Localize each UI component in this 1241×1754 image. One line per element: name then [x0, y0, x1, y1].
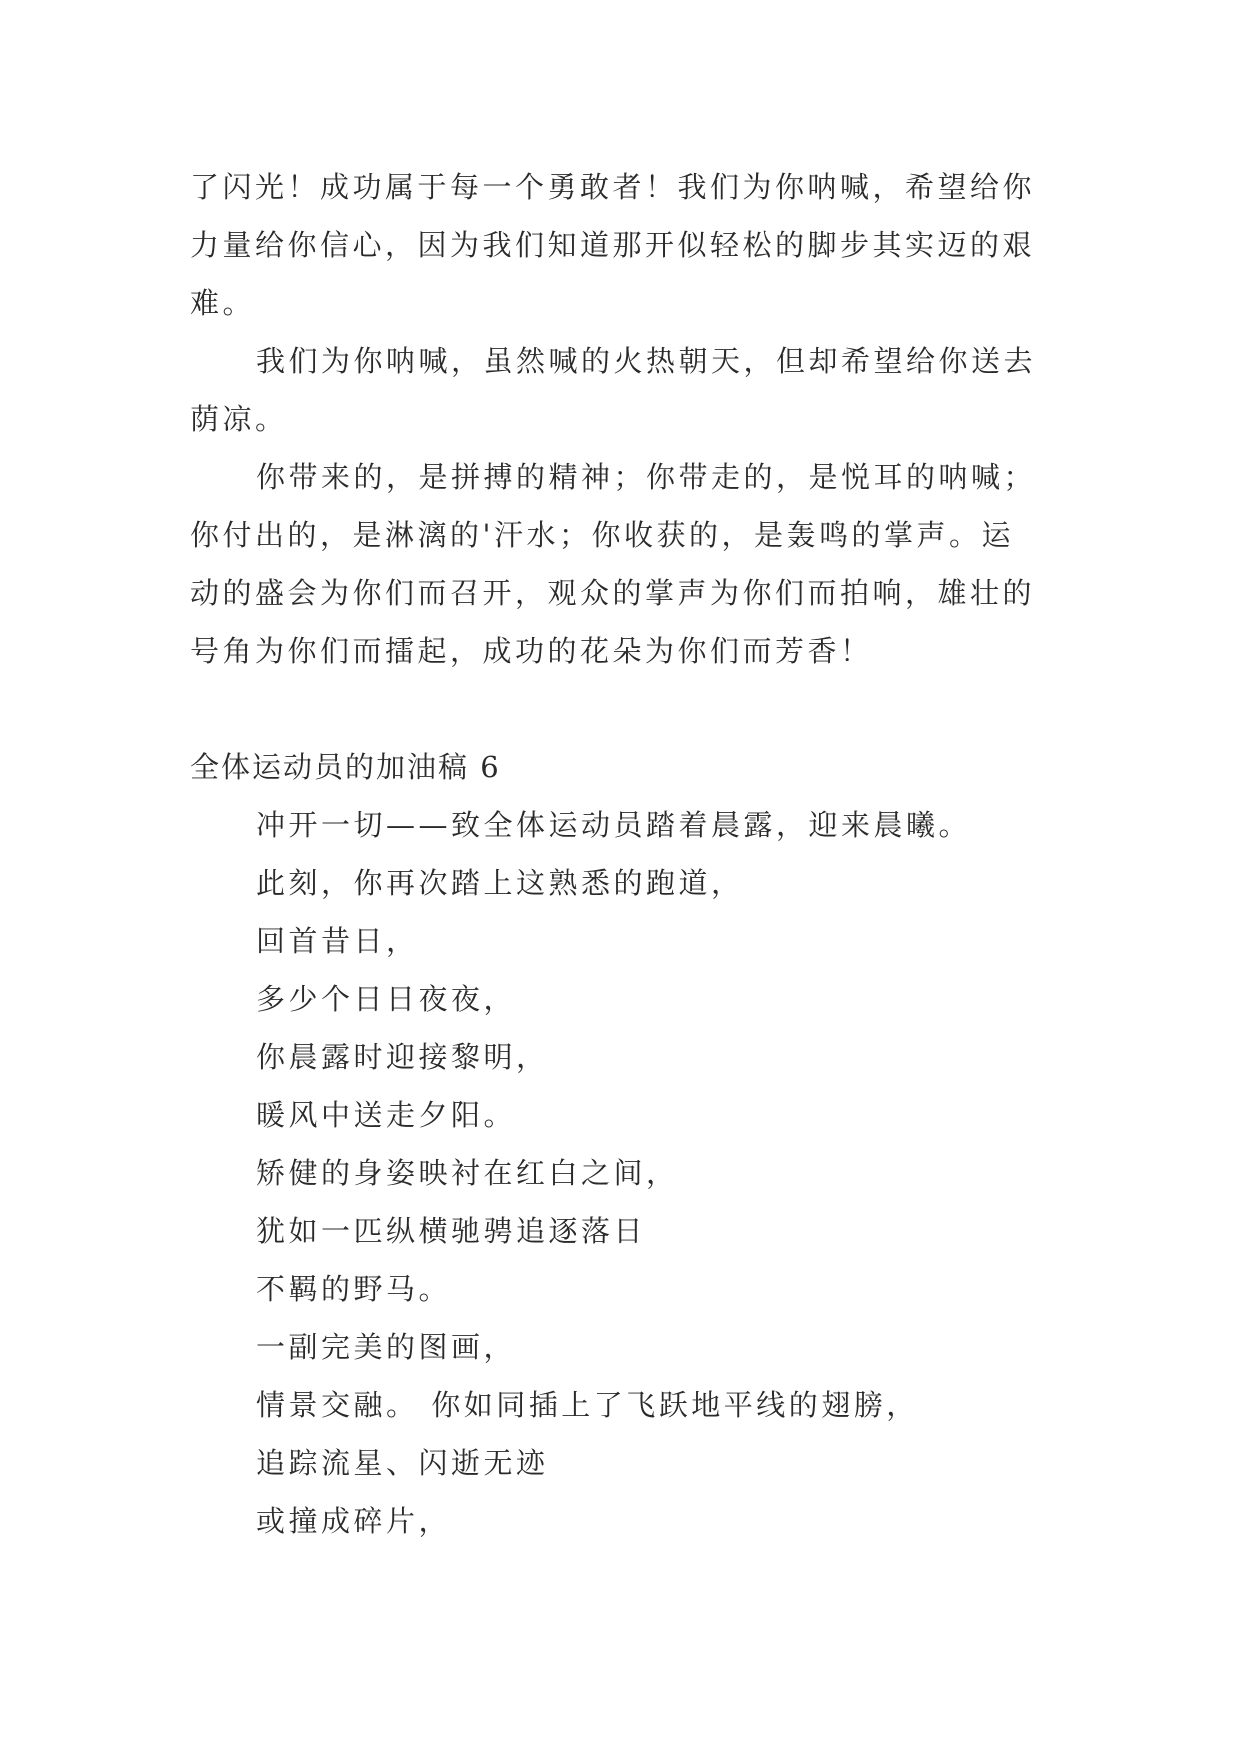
poem-line: 暖风中送走夕阳。 [256, 1098, 517, 1132]
text-line: 你付出的，是淋漓的'汗水；你收获的，是轰鸣的掌声。运 [190, 518, 1014, 552]
poem-line: 你晨露时迎接黎明， [256, 1040, 549, 1074]
paragraph-spacer [190, 680, 1060, 738]
poem-line: 回首昔日， [256, 924, 419, 958]
document-body [190, 158, 1060, 1550]
text-line: 了闪光！成功属于每一个勇敢者！我们为你呐喊，希望给你 [190, 170, 1036, 204]
text-line: 难。 [190, 286, 256, 320]
text-line: 荫凉。 [190, 402, 288, 436]
poem-line: 或撞成碎片， [256, 1504, 452, 1538]
paragraph-2 [190, 332, 1060, 448]
paragraph-3 [190, 448, 1060, 680]
poem-line: 不羁的野马。 [256, 1272, 452, 1306]
text-line: 我们为你呐喊，虽然喊的火热朝天，但却希望给你送去 [256, 344, 1037, 378]
text-line: 动的盛会为你们而召开，观众的掌声为你们而拍响，雄壮的 [190, 576, 1036, 610]
paragraph-1 [190, 158, 1060, 332]
poem-line: 冲开一切——致全体运动员踏着晨露，迎来晨曦。 [256, 808, 972, 842]
poem-line: 犹如一匹纵横驰骋追逐落日 [256, 1214, 647, 1248]
section-title: 全体运动员的加油稿 6 [190, 750, 501, 784]
poem-line: 此刻，你再次踏上这熟悉的跑道， [256, 866, 744, 900]
text-line: 你带来的，是拼搏的精神；你带走的，是悦耳的呐喊； [256, 460, 1037, 494]
text-line: 号角为你们而擂起，成功的花朵为你们而芳香！ [190, 634, 873, 668]
poem-line: 矫健的身姿映衬在红白之间， [256, 1156, 679, 1190]
poem-line: 一副完美的图画， [256, 1330, 517, 1364]
poem-line: 情景交融。 你如同插上了飞跃地平线的翅膀， [256, 1388, 919, 1422]
poem-line: 多少个日日夜夜， [256, 982, 517, 1016]
poem-line: 追踪流星、闪逝无迹 [256, 1446, 549, 1480]
poem [190, 796, 1060, 1550]
text-line: 力量给你信心，因为我们知道那开似轻松的脚步其实迈的艰 [190, 228, 1036, 262]
